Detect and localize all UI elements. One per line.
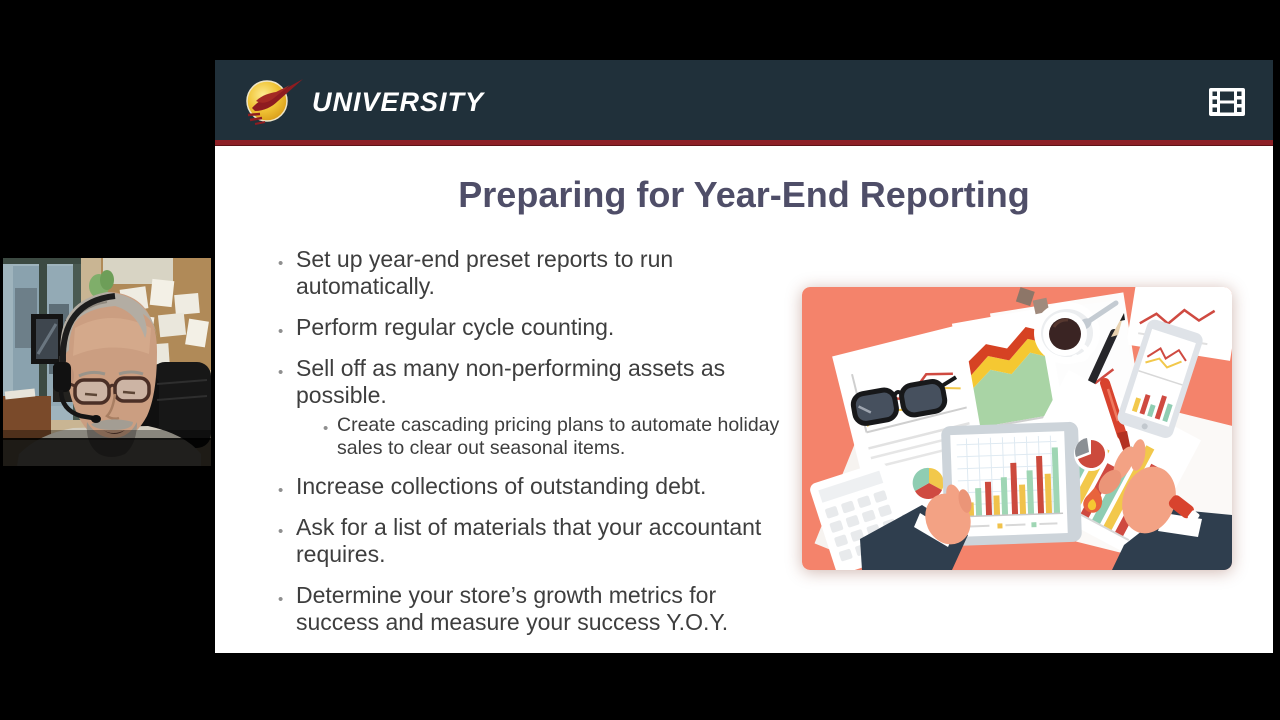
sub-bullet-item	[322, 414, 784, 459]
bullet-text: Perform regular cycle counting.	[296, 314, 615, 340]
presenter-webcam	[3, 258, 211, 466]
brand	[240, 70, 484, 132]
bullet-text: Increase collections of outstanding debt.	[296, 473, 707, 499]
bullet-text: Determine your store’s growth metrics for success and measure your success Y.O.Y.	[296, 582, 729, 635]
bullet-item	[277, 314, 784, 341]
brand-name: UNIVERSITY	[312, 86, 485, 117]
bullet-marker: •	[278, 523, 284, 540]
header-accent-rule	[215, 140, 1273, 146]
glasses-icon	[65, 378, 149, 403]
bullet-text: Ask for a list of materials that your accountant requires.	[296, 514, 762, 567]
webcam-scene	[3, 258, 211, 466]
slide-header	[215, 60, 1273, 140]
bullet-marker: •	[278, 364, 284, 381]
bullet-marker: •	[323, 420, 329, 437]
bullet-text: Sell off as many non-performing assets as possible.	[296, 355, 726, 408]
analytics-desk-illustration	[802, 287, 1232, 570]
sub-bullet-text: Create cascading pricing plans to automate holiday sales to clear out seasonal items.	[337, 414, 780, 459]
bullet-item	[277, 473, 784, 500]
bullet-marker: •	[278, 482, 284, 499]
bullet-list	[277, 246, 784, 650]
bullet-marker: •	[278, 255, 284, 272]
bullet-marker: •	[278, 323, 284, 340]
presentation-slide	[215, 60, 1273, 653]
film-strip-icon	[1208, 86, 1246, 118]
bullet-item	[277, 514, 784, 568]
bullet-item	[277, 246, 784, 300]
brand-logo-icon	[240, 71, 306, 131]
slide-title: Preparing for Year-End Reporting	[458, 174, 1030, 215]
sub-bullet-list	[296, 414, 784, 459]
bullet-marker: •	[278, 591, 284, 608]
bullet-item	[277, 355, 784, 459]
bullet-text: Set up year-end preset reports to run automatically.	[296, 246, 674, 299]
bullet-item	[277, 582, 784, 636]
tablet-pie-chart-icon	[1074, 437, 1108, 471]
